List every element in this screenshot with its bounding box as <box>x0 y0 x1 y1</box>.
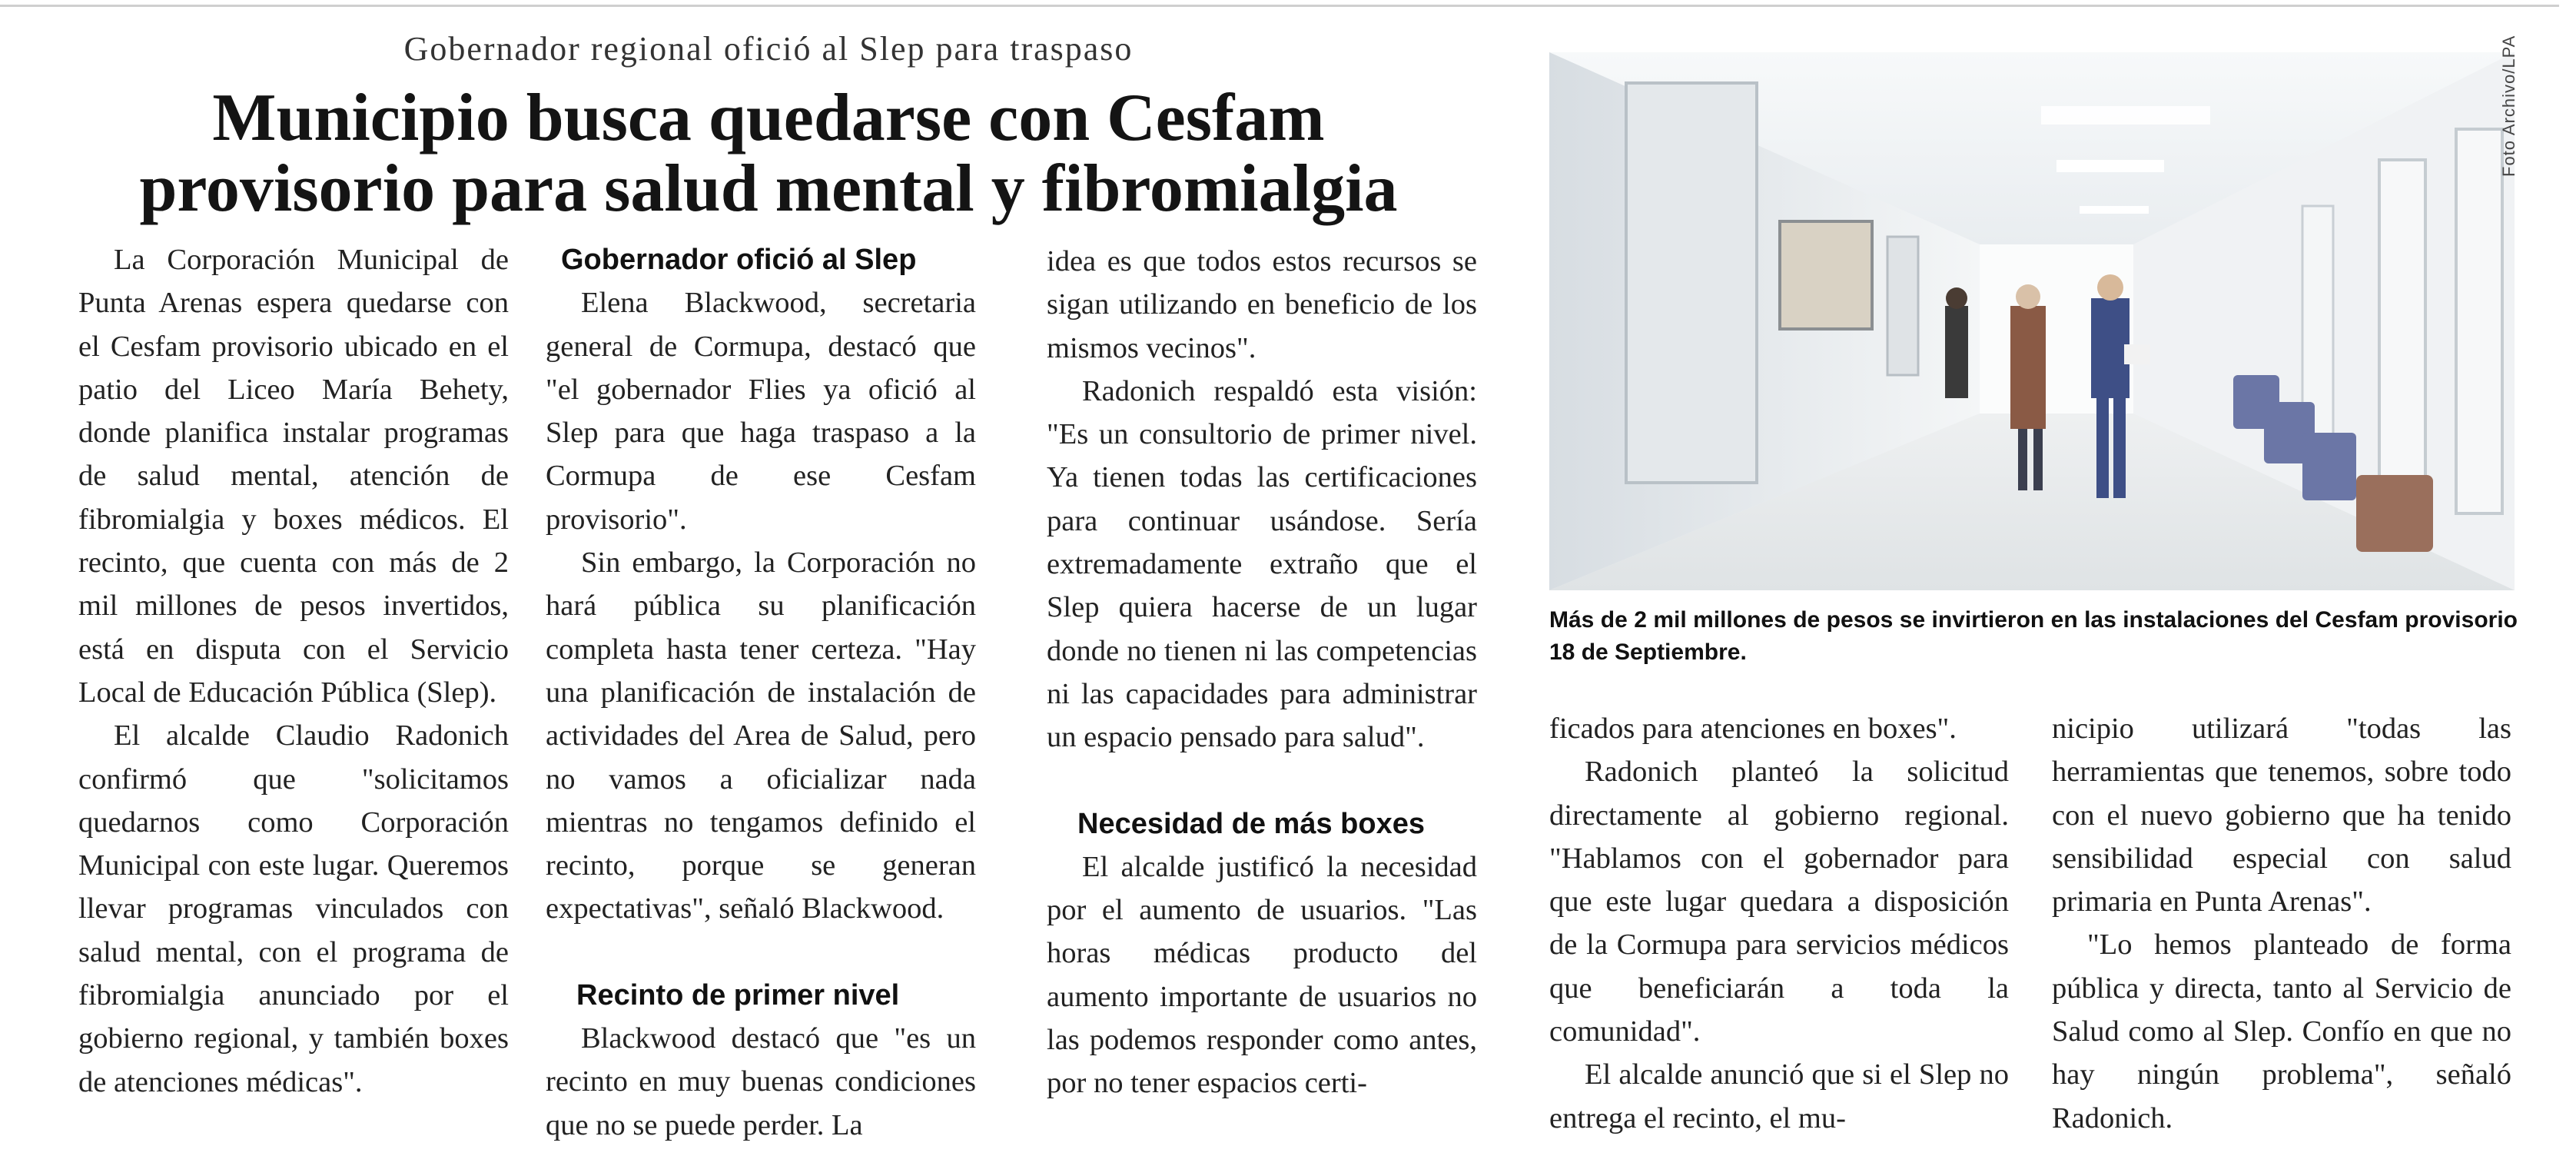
spacer <box>546 931 976 974</box>
paragraph: El alcalde justificó la necesidad por el aumento de usuarios. "Las horas médicas producto del aumento importante de usuarios no las podemos responder como antes, por no tener espacios certi- <box>1047 850 1477 1100</box>
spacer <box>1047 759 1477 802</box>
paragraph: La Corporación Municipal de Punta Arenas espera quedarse con el Cesfam provisorio ubicado en el patio del Liceo María Behety, donde planifica instalar programas de salud mental, atención de fibromialgia y boxes médicos. El recinto, que cuenta con más de 2 mil millones de pesos invertidos, está en disputa con el Servicio Local de Educación Pública (Slep). <box>78 244 509 709</box>
paragraph: nicipio utilizará "todas las herramientas que tenemos, sobre todo con el nuevo gobierno que ha tenido sensibilidad especial con salud primaria en Punta Arenas". <box>2052 713 2511 918</box>
article-column-3 <box>1047 240 1477 1153</box>
article-headline <box>0 83 1537 224</box>
paragraph: El alcalde Claudio Radonich confirmó que "solicitamos quedarnos como Corporación Municipal con este lugar. Queremos llevar programas vinculados con salud mental, con el programa de fibromialgia anunciado por el gobierno regional, y también boxes de atenciones médicas". <box>78 719 509 1098</box>
hallway-illustration <box>1549 52 2515 590</box>
photo-credit: Foto Archivo/LPA <box>2499 35 2518 177</box>
paragraph: Elena Blackwood, secretaria general de Cormupa, destacó que "el gobernador Flies ya ofició al Slep para que haga traspaso a la Cormupa de ese Cesfam provisorio". <box>546 287 976 536</box>
article-column-5 <box>2052 707 2511 1153</box>
paragraph: Radonich planteó la solicitud directamente al gobierno regional. "Hablamos con el gobernador para que este lugar quedara a disposición de la Cormupa para servicios médicos que beneficiarán a toda la comunidad". <box>1549 756 2009 1048</box>
paragraph: ficados para atenciones en boxes". <box>1549 713 1957 745</box>
photo-caption: Más de 2 mil millones de pesos se invirtieron en las instalaciones del Cesfam provisorio 18 de Septiembre. <box>1549 607 2518 665</box>
subheading-boxes: Necesidad de más boxes <box>1077 807 1425 840</box>
article-column-1 <box>78 238 509 1153</box>
headline-line-2: provisorio para salud mental y fibromialgia <box>139 151 1398 226</box>
article-photo-hallway <box>1549 52 2515 590</box>
article-column-2 <box>546 238 976 1153</box>
subheading-gobernador: Gobernador ofició al Slep <box>561 244 917 276</box>
paragraph: Radonich respaldó esta visión: "Es un consultorio de primer nivel. Ya tienen todas las certificaciones para continuar usándose. Sería extremadamente extraño que el Slep quiera hacerse de un lugar donde no tienen ni las competencias ni las capacidades para administrar un espacio pensado para salud". <box>1047 374 1477 754</box>
paragraph: El alcalde anunció que si el Slep no entrega el recinto, el mu- <box>1549 1058 2009 1134</box>
top-rule <box>0 5 2559 7</box>
headline-line-1: Municipio busca quedarse con Cesfam <box>212 81 1325 155</box>
paragraph: Sin embargo, la Corporación no hará pública su planificación completa hasta tener certeza. "Hay una planificación de instalación de actividades del Area de Salud, pero no vamos a oficializar nada mientras no tengamos definido el recinto, porque se generan expectativas", señaló Blackwood. <box>546 546 976 925</box>
paragraph: idea es que todos estos recursos se sigan utilizando en beneficio de los mismos vecinos". <box>1047 245 1477 364</box>
paragraph: "Lo hemos planteado de forma pública y directa, tanto al Servicio de Salud como al Slep. Confío en que no hay ningún problema", señaló Radonich. <box>2052 928 2511 1134</box>
subheading-recinto: Recinto de primer nivel <box>576 978 900 1012</box>
article-column-4 <box>1549 707 2009 1153</box>
article-kicker: Gobernador regional ofició al Slep para traspaso <box>403 30 1134 68</box>
paragraph: Blackwood destacó que "es un recinto en muy buenas condiciones que no se puede perder. La <box>546 1022 976 1141</box>
